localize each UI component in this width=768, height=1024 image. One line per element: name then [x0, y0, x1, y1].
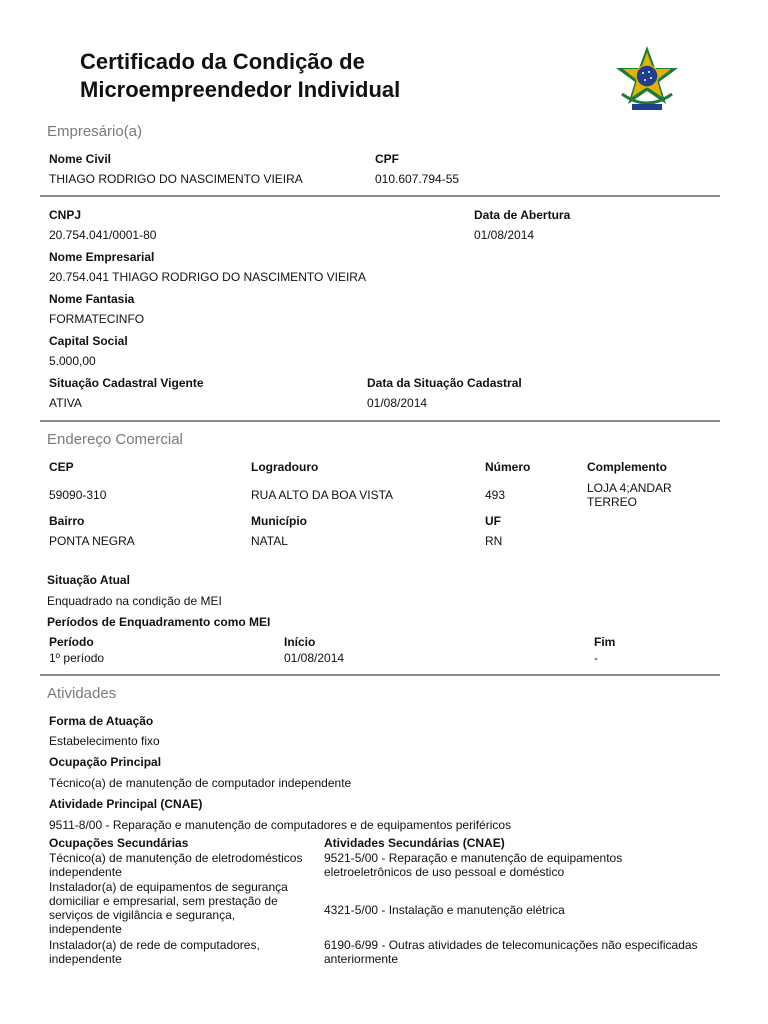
data-situacao-label: Data da Situação Cadastral — [367, 376, 522, 390]
atividade-line: eletroeletrônicos de uso pessoal e doméstico — [324, 865, 565, 879]
data-abertura-value: 01/08/2014 — [474, 228, 535, 242]
ocupacao-line: Instalador(a) de equipamentos de segurança — [49, 880, 288, 894]
complemento-value — [587, 481, 672, 509]
section-title-endereco: Endereço Comercial — [47, 431, 183, 448]
section-title-empresario: Empresário(a) — [47, 123, 143, 140]
municipio-label: Município — [251, 514, 307, 528]
nome-civil-value: THIAGO RODRIGO DO NASCIMENTO VIEIRA — [49, 172, 303, 186]
nome-fantasia-value: FORMATECINFO — [49, 312, 145, 326]
cpf-value: 010.607.794-55 — [375, 172, 460, 186]
uf-label: UF — [485, 514, 501, 528]
capital-social-value: 5.000,00 — [49, 354, 96, 368]
cep-value: 59090-310 — [49, 488, 107, 502]
ocupacao-line: Técnico(a) de manutenção de eletrodomésticos — [49, 851, 303, 865]
logradouro-label: Logradouro — [251, 460, 319, 474]
nome-civil-label: Nome Civil — [49, 152, 112, 166]
complemento-line: TERREO — [587, 495, 638, 509]
page-title-line2: Microempreendedor Individual — [80, 77, 401, 102]
inicio-value: 01/08/2014 — [284, 651, 345, 665]
ocupacao-secundaria — [49, 880, 319, 936]
divider — [40, 195, 720, 197]
atividade-principal-value: 9511-8/00 - Reparação e manutenção de computadores e de equipamentos periféricos — [49, 818, 512, 832]
atividade-secundaria — [324, 903, 724, 917]
ocupacao-line: serviços de vigilância e segurança, — [49, 908, 236, 922]
numero-label: Número — [485, 460, 531, 474]
page-title-line1: Certificado da Condição de — [80, 49, 365, 74]
inicio-label: Início — [284, 635, 316, 649]
atividade-secundaria — [324, 938, 744, 966]
fim-label: Fim — [594, 635, 616, 649]
ocupacao-principal-label: Ocupação Principal — [49, 755, 162, 769]
ocupacao-principal-value: Técnico(a) de manutenção de computador independente — [49, 776, 352, 790]
atividade-line: 6190-6/99 - Outras atividades de telecomunicações não especificadas — [324, 938, 698, 952]
logradouro-value: RUA ALTO DA BOA VISTA — [251, 488, 394, 502]
divider — [40, 674, 720, 676]
cnpj-label: CNPJ — [49, 208, 82, 222]
ocupacao-secundaria — [49, 851, 319, 879]
ocupacao-secundaria — [49, 938, 319, 966]
situacao-atual-label: Situação Atual — [47, 573, 130, 587]
nome-empresarial-value: 20.754.041 THIAGO RODRIGO DO NASCIMENTO VIEIRA — [49, 270, 366, 284]
uf-value: RN — [485, 534, 503, 548]
page-title — [80, 48, 400, 104]
cpf-label: CPF — [375, 152, 399, 166]
situacao-atual-value: Enquadrado na condição de MEI — [47, 594, 222, 608]
nome-fantasia-label: Nome Fantasia — [49, 292, 135, 306]
divider — [40, 420, 720, 422]
section-title-atividades: Atividades — [47, 685, 117, 702]
forma-atuacao-value: Estabelecimento fixo — [49, 734, 160, 748]
ocupacoes-secundarias-label: Ocupações Secundárias — [49, 836, 189, 850]
ocupacao-line: independente — [49, 952, 122, 966]
atividade-line: anteriormente — [324, 952, 399, 966]
periodo-label: Período — [49, 635, 94, 649]
cep-label: CEP — [49, 460, 74, 474]
capital-social-label: Capital Social — [49, 334, 128, 348]
atividade-line: 4321-5/00 - Instalação e manutenção elétrica — [324, 903, 565, 917]
ocupacao-line: independente — [49, 922, 122, 936]
periodos-mei-label: Períodos de Enquadramento como MEI — [47, 615, 271, 629]
complemento-line: LOJA 4;ANDAR — [587, 481, 672, 495]
cnpj-value: 20.754.041/0001-80 — [49, 228, 157, 242]
nome-empresarial-label: Nome Empresarial — [49, 250, 155, 264]
atividade-line: 9521-5/00 - Reparação e manutenção de equipamentos — [324, 851, 623, 865]
ocupacao-line: independente — [49, 865, 122, 879]
bairro-value: PONTA NEGRA — [49, 534, 135, 548]
bairro-label: Bairro — [49, 514, 85, 528]
situacao-cadastral-value: ATIVA — [49, 396, 82, 410]
fim-value: - — [594, 651, 598, 665]
brazil-coat-of-arms-icon — [612, 44, 682, 114]
numero-value: 493 — [485, 488, 506, 502]
situacao-cadastral-label: Situação Cadastral Vigente — [49, 376, 204, 390]
ocupacao-line: Instalador(a) de rede de computadores, — [49, 938, 260, 952]
data-abertura-label: Data de Abertura — [474, 208, 571, 222]
atividades-secundarias-label: Atividades Secundárias (CNAE) — [324, 836, 505, 850]
atividade-principal-label: Atividade Principal (CNAE) — [49, 797, 203, 811]
municipio-value: NATAL — [251, 534, 288, 548]
forma-atuacao-label: Forma de Atuação — [49, 714, 154, 728]
periodo-value: 1º período — [49, 651, 105, 665]
complemento-label: Complemento — [587, 460, 668, 474]
data-situacao-value: 01/08/2014 — [367, 396, 428, 410]
ocupacao-line: domiciliar e empresarial, sem prestação de — [49, 894, 278, 908]
atividade-secundaria — [324, 851, 724, 879]
